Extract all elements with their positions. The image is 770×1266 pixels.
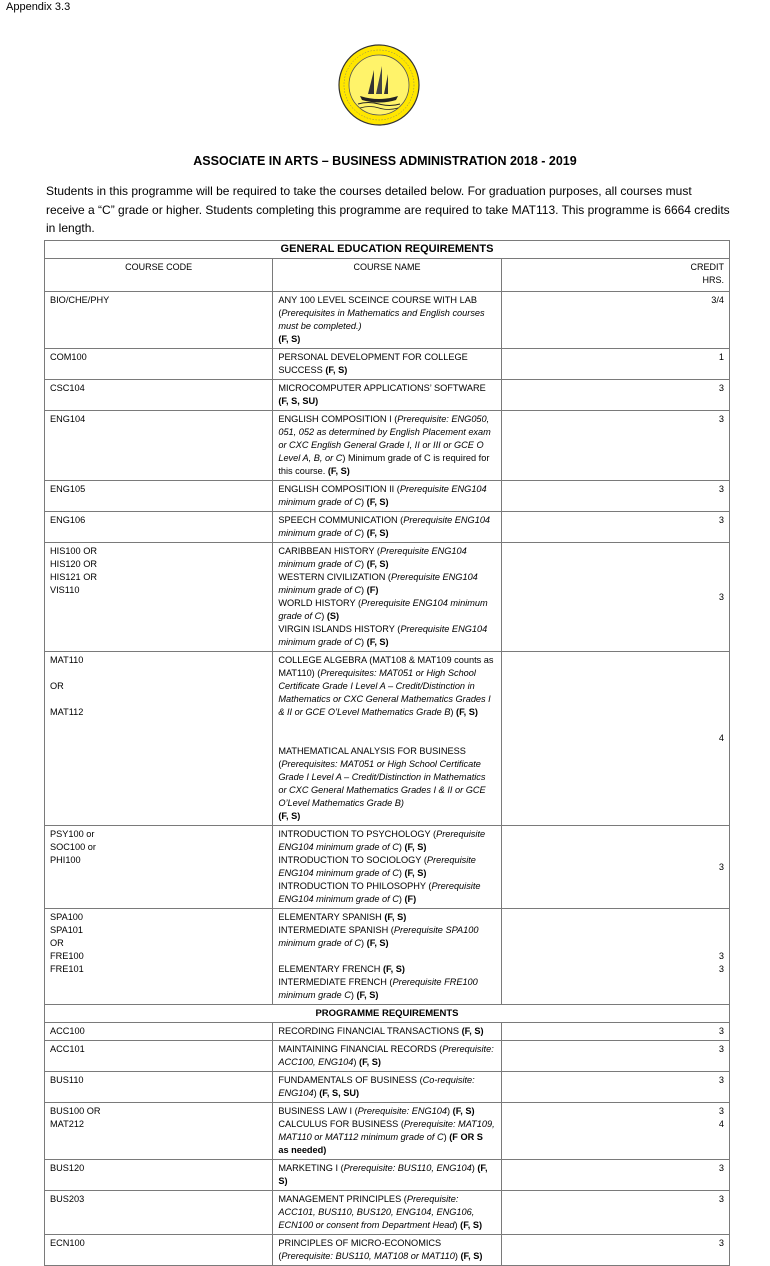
table-row (45, 1235, 730, 1266)
course-name: ENGLISH COMPOSITION I (Prerequisite: ENG050, 051, 052 as determined by English Placement exam or CXC English General Grade I, II or III or GCE O Level A, B, or C) Minimum grade of C is required for this course. (F, S) (273, 411, 501, 481)
credit-hours: 3 (501, 481, 729, 512)
table-row (45, 292, 730, 349)
table-row (45, 411, 730, 481)
credit-hours: 3 (501, 826, 729, 909)
course-name: COLLEGE ALGEBRA (MAT108 & MAT109 counts as MAT110) (Prerequisites: MAT051 or High School Certificate Grade I Level A – Credit/Distinction in Mathematics or CXC General Mathematics Grades I & II or GCE O’Level Mathematics Grade B) (F, S) MATHEMATICAL ANALYSIS FOR BUSINESS (Prerequisites: MAT051 or High School Certificate Grade I Level A – Credit/Distinction in Mathematics or CXC General Mathematics Grades I & II or GCE O’Level Mathematics Grade B) (F, S) (273, 652, 501, 826)
course-name: MAINTAINING FINANCIAL RECORDS (Prerequisite: ACC100, ENG104) (F, S) (273, 1041, 501, 1072)
course-name: ENGLISH COMPOSITION II (Prerequisite ENG104 minimum grade of C) (F, S) (273, 481, 501, 512)
course-code: BUS110 (45, 1072, 273, 1103)
course-name: PERSONAL DEVELOPMENT FOR COLLEGE SUCCESS (F, S) (273, 349, 501, 380)
document-title: ASSOCIATE IN ARTS – BUSINESS ADMINISTRATION 2018 - 2019 (193, 154, 577, 168)
table-row (45, 652, 730, 826)
general-education-heading: GENERAL EDUCATION REQUIREMENTS (45, 241, 730, 259)
credit-hours: 3 4 (501, 1103, 729, 1160)
table-header-row (45, 259, 730, 292)
programme-requirements-heading: PROGRAMME REQUIREMENTS (45, 1005, 730, 1023)
course-code: PSY100 or SOC100 or PHI100 (45, 826, 273, 909)
credit-hours: 3 (501, 543, 729, 652)
table-row (45, 481, 730, 512)
table-row (45, 909, 730, 1005)
course-code: SPA100 SPA101 OR FRE100 FRE101 (45, 909, 273, 1005)
table-row (45, 543, 730, 652)
course-name: SPEECH COMMUNICATION (Prerequisite ENG104 minimum grade of C) (F, S) (273, 512, 501, 543)
course-name: ELEMENTARY SPANISH (F, S) INTERMEDIATE SPANISH (Prerequisite SPA100 minimum grade of C) (F, S) ELEMENTARY FRENCH (F, S) INTERMEDIATE FRENCH (Prerequisite FRE100 minimum grade C) (F, S) (273, 909, 501, 1005)
course-code: CSC104 (45, 380, 273, 411)
course-name: ANY 100 LEVEL SCEINCE COURSE WITH LAB (Prerequisites in Mathematics and English courses must be completed.) (F, S) (273, 292, 501, 349)
course-code: ENG105 (45, 481, 273, 512)
course-name: RECORDING FINANCIAL TRANSACTIONS (F, S) (273, 1023, 501, 1041)
course-name: MARKETING I (Prerequisite: BUS110, ENG104) (F, S) (273, 1160, 501, 1191)
credit-hours: 3 (501, 1023, 729, 1041)
credit-hours: 1 (501, 349, 729, 380)
credit-hours: 3 (501, 1041, 729, 1072)
course-code: BIO/CHE/PHY (45, 292, 273, 349)
course-code: ENG106 (45, 512, 273, 543)
credit-hours: 3 (501, 1160, 729, 1191)
course-name: BUSINESS LAW I (Prerequisite: ENG104) (F, S) CALCULUS FOR BUSINESS (Prerequisite: MAT109, MAT110 or MAT112 minimum grade of C) (F OR S as needed) (273, 1103, 501, 1160)
credit-hours: 3 (501, 1072, 729, 1103)
course-code: ACC100 (45, 1023, 273, 1041)
table-row (45, 1160, 730, 1191)
col-header-code: COURSE CODE (45, 259, 273, 292)
credit-hours: 4 (501, 652, 729, 826)
credit-hours: 3 (501, 1235, 729, 1266)
credit-hours: 3 (501, 380, 729, 411)
appendix-label: Appendix 3.3 (6, 1, 71, 13)
table-row (45, 826, 730, 909)
course-code: HIS100 OR HIS120 OR HIS121 OR VIS110 (45, 543, 273, 652)
table-row (45, 1023, 730, 1041)
course-code: ACC101 (45, 1041, 273, 1072)
course-name: PRINCIPLES OF MICRO-ECONOMICS (Prerequisite: BUS110, MAT108 or MAT110) (F, S) (273, 1235, 501, 1266)
table-row (45, 512, 730, 543)
course-name: FUNDAMENTALS OF BUSINESS (Co-requisite: ENG104) (F, S, SU) (273, 1072, 501, 1103)
credit-hours: 3/4 (501, 292, 729, 349)
table-row (45, 1072, 730, 1103)
course-code: ENG104 (45, 411, 273, 481)
credit-hours: 3 (501, 1191, 729, 1235)
course-code: COM100 (45, 349, 273, 380)
course-code: BUS203 (45, 1191, 273, 1235)
course-code: BUS120 (45, 1160, 273, 1191)
college-seal-logo (338, 44, 420, 126)
credit-hours: 3 (501, 512, 729, 543)
course-code: MAT110 OR MAT112 (45, 652, 273, 826)
table-row (45, 1103, 730, 1160)
intro-paragraph: Students in this programme will be required to take the courses detailed below. For graduation purposes, all courses must receive a “C” grade or higher. Students completing this programme are required to take MAT113. This programme is 6664 credits in length. (46, 184, 730, 235)
credit-hours: 3 3 (501, 909, 729, 1005)
col-header-credit: CREDIT HRS. (501, 259, 729, 292)
table-row (45, 1191, 730, 1235)
course-name: MICROCOMPUTER APPLICATIONS’ SOFTWARE (F, S, SU) (273, 380, 501, 411)
table-row (45, 349, 730, 380)
credit-hours: 3 (501, 411, 729, 481)
requirements-table (44, 240, 730, 1266)
course-code: ECN100 (45, 1235, 273, 1266)
course-name: MANAGEMENT PRINCIPLES (Prerequisite: ACC101, BUS110, BUS120, ENG104, ENG106, ECN100 or consent from Department Head) (F, S) (273, 1191, 501, 1235)
course-name: CARIBBEAN HISTORY (Prerequisite ENG104 minimum grade of C) (F, S) WESTERN CIVILIZATION (Prerequisite ENG104 minimum grade of C) (F) WORLD HISTORY (Prerequisite ENG104 minimum grade of C) (S) VIRGIN ISLANDS HISTORY (Prerequisite ENG104 minimum grade of C) (F, S) (273, 543, 501, 652)
course-name: INTRODUCTION TO PSYCHOLOGY (Prerequisite ENG104 minimum grade of C) (F, S) INTRODUCTION TO SOCIOLOGY (Prerequisite ENG104 minimum grade of C) (F, S) INTRODUCTION TO PHILOSOPHY (Prerequisite ENG104 minimum grade of C) (F) (273, 826, 501, 909)
table-row (45, 380, 730, 411)
table-row (45, 1041, 730, 1072)
col-header-name: COURSE NAME (273, 259, 501, 292)
course-code: BUS100 OR MAT212 (45, 1103, 273, 1160)
